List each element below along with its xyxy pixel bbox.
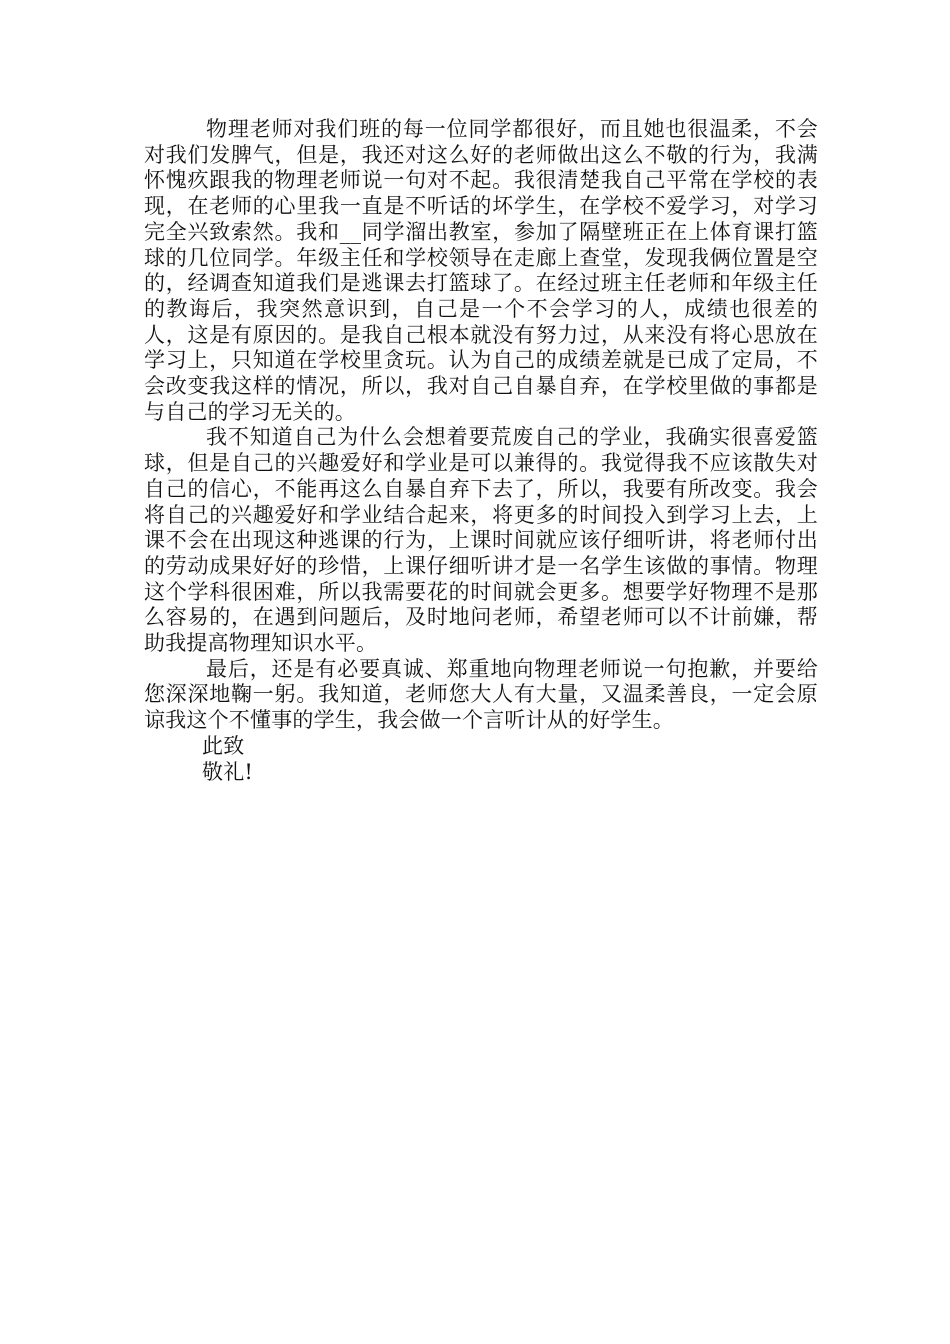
paragraph-apology-intro: 物理老师对我们班的每一位同学都很好，而且她也很温柔，不会对我们发脾气，但是，我还对这么好的老师做出这么不敬的行为，我满怀愧疚跟我的物理老师说一句对不起。我很清楚我自己平常在学校的表现，在老师的心里我一直是不听话的坏学生，在学校不爱学习，对学习完全兴致索然。我和__同学溜出教室，参加了隔壁班正在上体育课打篮球的几位同学。年级主任和学校领导在走廊上查堂，发现我俩位置是空的，经调查知道我们是逃课去打篮球了。在经过班主任老师和年级主任的教诲后，我突然意识到，自己是一个不会学习的人，成绩也很差的人，这是有原因的。是我自己根本就没有努力过，从来没有将心思放在学习上，只知道在学校里贪玩。认为自己的成绩差就是已成了定局，不会改变我这样的情况，所以，我对自己自暴自弃，在学校里做的事都是与自己的学习无关的。	[144, 117, 818, 424]
closing-regards: 敬礼!	[202, 759, 254, 784]
paragraph-conclusion: 最后，还是有必要真诚、郑重地向物理老师说一句抱歉，并要给您深深地鞠一躬。我知道，老师您大人有大量，又温柔善良，一定会原谅我这个不懂事的学生，我会做一个言听计从的好学生。	[144, 656, 818, 733]
closing-salutation: 此致	[202, 733, 245, 758]
paragraph-reflection: 我不知道自己为什么会想着要荒废自己的学业，我确实很喜爱篮球，但是自己的兴趣爱好和学业是可以兼得的。我觉得我不应该散失对自己的信心，不能再这么自暴自弃下去了，所以，我要有所改变。我会将自己的兴趣爱好和学业结合起来，将更多的时间投入到学习上去，上课不会在出现这种逃课的行为，上课时间就应该仔细听讲，将老师付出的劳动成果好好的珍惜，上课仔细听讲才是一名学生该做的事情。物理这个学科很困难，所以我需要花的时间就会更多。想要学好物理不是那么容易的，在遇到问题后，及时地问老师，希望老师可以不计前嫌，帮助我提高物理知识水平。	[144, 425, 818, 656]
letter-body	[144, 117, 818, 785]
